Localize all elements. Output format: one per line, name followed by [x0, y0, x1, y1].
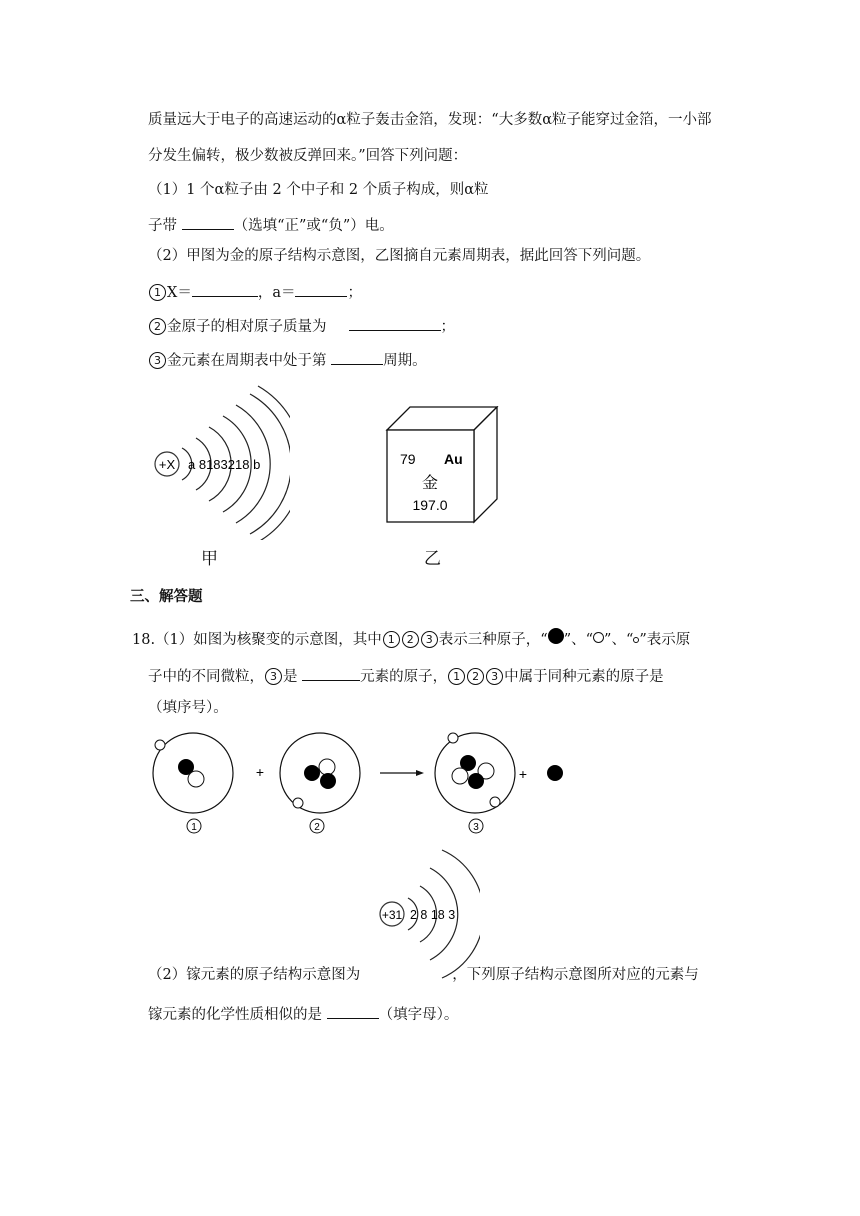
atom-3	[435, 733, 515, 813]
x-answer-blank[interactable]	[192, 280, 258, 297]
q18-p1-e: ”表示原	[639, 632, 691, 648]
atomic-number: 79	[400, 451, 416, 467]
atom-2	[280, 733, 360, 813]
q18-p1-c: ”、“	[563, 632, 594, 648]
q2-sub1	[148, 280, 362, 303]
nucleus-label: +31	[381, 908, 403, 922]
circled-number-3: 3	[486, 668, 503, 685]
q2-sub1-a-label: ，a＝	[257, 285, 296, 301]
period-answer-blank[interactable]	[331, 348, 383, 365]
circled-number-1: 1	[448, 668, 465, 685]
section-title: 三、解答题	[130, 588, 203, 605]
periodic-table-cell-au	[380, 406, 500, 528]
svg-text:1: 1	[191, 822, 197, 833]
q18-p1-d: ”、“	[604, 632, 634, 648]
q2-sub3-text: 金元素在周期表中处于第	[167, 353, 332, 369]
circled-number-3: 3	[149, 352, 166, 369]
q2-sub2	[148, 314, 455, 337]
plus-sign: +	[255, 764, 265, 780]
q18-p2-c: 元素的原子，	[360, 669, 448, 685]
circled-number-2: 2	[149, 318, 166, 335]
q18-p5-b: （填字母）。	[378, 1007, 459, 1023]
atom-label-1	[187, 819, 201, 833]
element-symbol: Au	[444, 451, 463, 467]
q2-sub2-end: ；	[440, 319, 455, 335]
circled-number-3: 3	[421, 631, 438, 648]
gold-atom-diagram	[140, 380, 290, 540]
q2-sub3	[148, 348, 427, 371]
figure-caption-jia: 甲	[201, 549, 218, 569]
q2-sub2-text: 金原子的相对原子质量为	[167, 319, 327, 335]
q18-line-5	[148, 1002, 458, 1025]
atom-label-2	[310, 819, 324, 833]
intro-line-1: 质量远大于电子的高速运动的α粒子轰击金箔，发现：“大多数α粒子能穿过金箔，一小部	[148, 112, 712, 128]
svg-text:2: 2	[314, 822, 320, 833]
q18-p4-b: ，下列原子结构示意图所对应的元素与	[452, 967, 699, 983]
q2-sub3-end: 周期。	[383, 353, 427, 369]
a-answer-blank[interactable]	[295, 280, 347, 297]
circled-number-3: 3	[265, 668, 282, 685]
mass-answer-blank[interactable]	[349, 314, 441, 331]
q18-p2-d: 中属于同种元素的原子是	[504, 669, 664, 685]
nucleus-label: +X	[158, 457, 176, 472]
nuclear-fusion-diagram	[140, 725, 580, 840]
shell-electron-numbers: 2 8 18 3	[410, 908, 456, 922]
solid-particle-icon	[548, 628, 564, 644]
q18-p2-a: 子中的不同微粒，	[148, 669, 264, 685]
emitted-particle	[547, 765, 563, 781]
intro-line-2: 分发生偏转，极少数被反弹回来。”回答下列问题：	[148, 148, 468, 164]
gallium-atom-diagram	[370, 848, 480, 980]
q2-intro: （2）甲图为金的原子结构示意图，乙图摘自元素周期表，据此回答下列问题。	[148, 248, 651, 264]
q1-line-2	[148, 213, 394, 236]
svg-text:3: 3	[473, 822, 479, 833]
plus-sign: +	[518, 766, 528, 782]
reaction-arrow-icon	[380, 770, 424, 776]
circled-number-2: 2	[402, 631, 419, 648]
q18-p4-a: （2）镓元素的原子结构示意图为	[148, 967, 361, 983]
hollow-particle-icon	[593, 632, 604, 643]
atom-1	[153, 733, 233, 813]
q18-p5-a: 镓元素的化学性质相似的是	[148, 1007, 327, 1023]
element-name: 金	[421, 473, 439, 492]
q18-p2-b: 是	[283, 669, 303, 685]
circled-number-1: 1	[149, 284, 166, 301]
circled-number-2: 2	[467, 668, 484, 685]
q18-line-4	[148, 965, 699, 985]
q1-prefix: 子带	[148, 218, 182, 234]
q18-line-1	[132, 628, 690, 650]
atom-label-3	[469, 819, 483, 833]
relative-atomic-mass: 197.0	[412, 497, 448, 513]
q18-p1-a: 18.（1）如图为核聚变的示意图，其中	[132, 632, 382, 648]
figure-caption-yi: 乙	[424, 549, 441, 569]
letter-answer-blank[interactable]	[327, 1002, 379, 1019]
q1-line-1: （1）1 个α粒子由 2 个中子和 2 个质子构成，则α粒	[148, 182, 489, 198]
q1-suffix: （选填“正”或“负”）电。	[233, 218, 394, 234]
q2-sub1-end: ；	[347, 285, 362, 301]
q18-p1-b: 表示三种原子，“	[438, 632, 548, 648]
shell-electron-numbers: a 8183218 b	[188, 457, 261, 472]
q2-sub1-x-label: X＝	[167, 285, 192, 301]
q18-line-2	[148, 664, 664, 687]
element-answer-blank[interactable]	[302, 664, 360, 681]
q1-answer-blank[interactable]	[182, 213, 234, 230]
circled-number-1: 1	[383, 631, 400, 648]
q18-line-3: （填序号）。	[148, 700, 228, 716]
